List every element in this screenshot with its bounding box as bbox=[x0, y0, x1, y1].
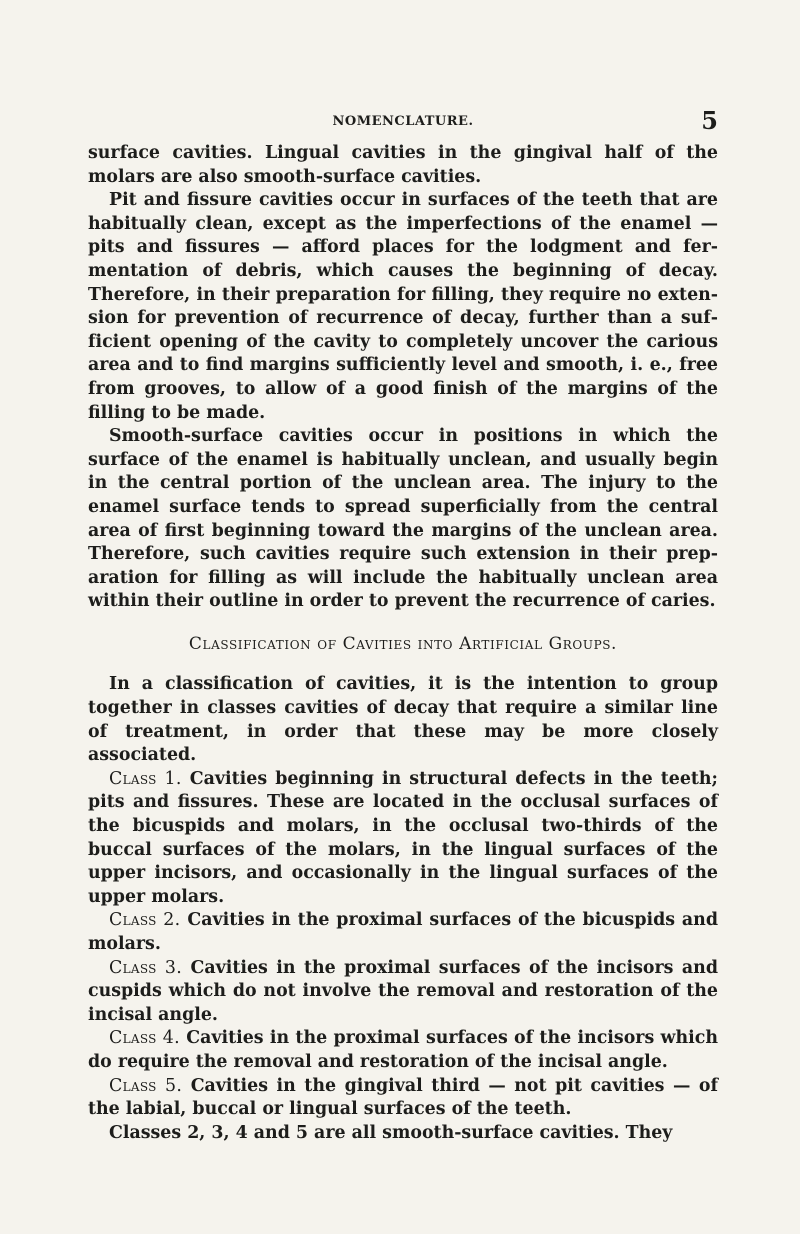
running-head bbox=[88, 108, 718, 142]
paragraph-final: Classes 2, 3, 4 and 5 are all smooth-surface cavities. They bbox=[109, 1122, 673, 1143]
class-1-entry bbox=[88, 768, 718, 910]
class-4-label: Class 4. bbox=[109, 1028, 180, 1049]
running-title: NOMENCLATURE. bbox=[332, 114, 474, 129]
class-4-entry bbox=[88, 1027, 718, 1074]
class-3-entry bbox=[88, 957, 718, 1028]
class-3-label: Class 3. bbox=[109, 957, 183, 978]
class-5-label: Class 5. bbox=[109, 1075, 183, 1096]
book-page bbox=[88, 108, 718, 1145]
paragraph-pit-fissure: Pit and fissure cavities occur in surfaces of the teeth that are habitually clean, except as the imperfections of the enamel — pits and fissures — afford places for the lodgment and fermentation of debris, which causes the beginning of decay. Therefore, in their preparation for filling, they require no extension for prevention of recurrence of decay, further than a sufficient opening of the cavity to completely uncover the carious area and to find margins sufficiently level and smooth, i. e., free from grooves, to allow of a good finish of the margins of the filling to be made. bbox=[88, 190, 718, 423]
page-number: 5 bbox=[701, 106, 718, 135]
section-heading: Classification of Cavities into Artificial Groups. bbox=[188, 633, 618, 654]
paragraph-continuation: surface cavities. Lingual cavities in the gingival half of the molars are also smooth-surface cavities. bbox=[88, 143, 718, 187]
class-4-text: Cavities in the proximal surfaces of the incisors which do require the removal and restoration of the incisal angle. bbox=[88, 1028, 718, 1072]
class-2-entry bbox=[88, 909, 718, 956]
class-3-text: Cavities in the proximal surfaces of the incisors and cuspids which do not involve the removal and restoration of the incisal angle. bbox=[88, 957, 718, 1025]
class-5-entry bbox=[88, 1075, 718, 1122]
class-1-text: Cavities beginning in structural defects in the teeth; pits and fissures. These are located in the occlusal surfaces of the bicuspids and molars, in the occlusal two-thirds of the buccal surfaces of the molars, in the lingual surfaces of the upper incisors, and occasionally in the lingual surfaces of the upper molars. bbox=[88, 768, 718, 907]
class-5-text: Cavities in the gingival third — not pit cavities — of the labial, buccal or lingual surfaces of the teeth. bbox=[88, 1075, 718, 1120]
body-text bbox=[88, 142, 718, 1145]
paragraph-smooth-surface: Smooth-surface cavities occur in positions in which the surface of the enamel is habitually unclean, and usually begin in the central portion of the unclean area. The injury to the enamel surface tends to spread superficially from the central area of first beginning toward the margins of the unclean area. Therefore, such cavities require such extension in their preparation for filling as will include the habitually unclean area within their outline in order to prevent the recurrence of caries. bbox=[88, 426, 718, 612]
class-1-label: Class 1. bbox=[109, 768, 182, 789]
class-2-label: Class 2. bbox=[109, 910, 181, 931]
class-2-text: Cavities in the proximal surfaces of the bicuspids and molars. bbox=[88, 910, 718, 954]
paragraph-classification-intro: In a classification of cavities, it is the intention to group together in classes cavities of decay that require a similar line of treatment, in order that these may be more closely associated. bbox=[88, 674, 718, 766]
